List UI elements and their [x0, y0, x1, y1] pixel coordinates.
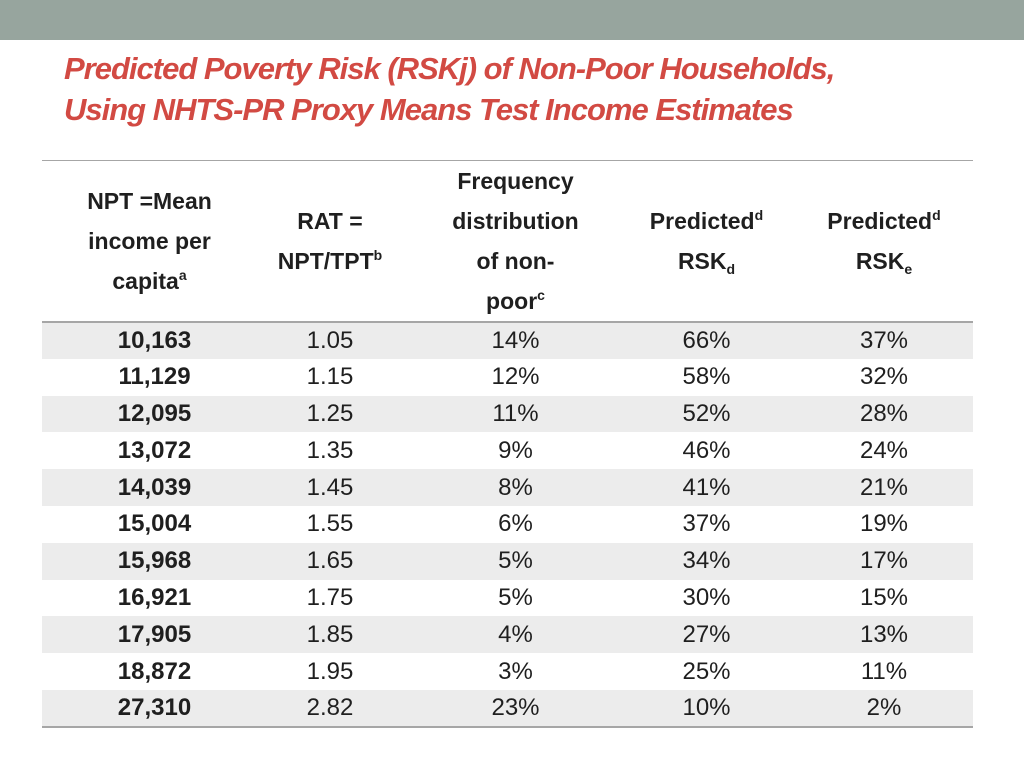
cell-npt: 16,921 — [117, 583, 192, 611]
cell-rat: 1.25 — [306, 399, 354, 427]
header-npt-line-1: NPT =Mean — [87, 188, 212, 214]
slide-title — [64, 48, 984, 130]
cell-rat: 2.82 — [247, 690, 413, 727]
table-row — [42, 653, 973, 690]
header-frequency — [413, 161, 618, 323]
cell-npt: 13,072 — [117, 436, 192, 464]
table-row — [42, 396, 973, 433]
cell-rsk-e: 13% — [859, 620, 909, 648]
cell-rsk-e: 19% — [859, 510, 909, 538]
cell-frequency: 6% — [498, 510, 533, 538]
footnote-marker-b: b — [373, 247, 383, 263]
cell-frequency: 23% — [413, 690, 618, 727]
header-frequency-line-4: poor — [486, 288, 538, 314]
cell-npt: 15,968 — [117, 547, 192, 575]
cell-rat: 1.65 — [306, 547, 354, 575]
cell-rsk-d: 37% — [682, 510, 731, 538]
header-predicted-rsk-d — [618, 161, 795, 323]
cell-npt: 18,872 — [117, 657, 192, 685]
table-row — [42, 359, 973, 396]
header-predicted-rsk-e-line-2: RSK — [855, 248, 905, 274]
subscript-d: d — [726, 261, 736, 277]
cell-frequency: 9% — [498, 436, 533, 464]
cell-npt: 14,039 — [117, 473, 192, 501]
slide-title-line-1: Predicted Poverty Risk (RSKj) of Non-Poor Households, — [64, 51, 835, 86]
footnote-marker-d: d — [754, 207, 764, 223]
cell-rat: 1.05 — [306, 326, 354, 354]
cell-frequency: 3% — [498, 657, 533, 685]
header-frequency-line-1: Frequency — [457, 168, 574, 194]
cell-frequency: 8% — [498, 473, 533, 501]
cell-npt: 27,310 — [42, 690, 247, 727]
cell-rsk-e: 21% — [859, 473, 909, 501]
cell-frequency: 14% — [491, 326, 540, 354]
cell-rsk-e: 37% — [859, 326, 909, 354]
slide-title-line-2: Using NHTS-PR Proxy Means Test Income Estimates — [64, 92, 793, 127]
cell-frequency: 11% — [492, 399, 539, 427]
cell-rat: 1.15 — [306, 363, 354, 391]
footnote-marker-a: a — [178, 267, 187, 283]
cell-npt: 11,129 — [118, 363, 191, 391]
cell-rsk-d: 34% — [682, 547, 731, 575]
header-predicted-rsk-d-line-1: Predicted — [649, 208, 755, 234]
table-row — [42, 322, 973, 359]
table-row — [42, 690, 973, 727]
cell-rsk-e: 32% — [859, 363, 909, 391]
table-row — [42, 469, 973, 506]
subscript-e: e — [904, 261, 913, 277]
cell-rsk-e: 15% — [859, 583, 909, 611]
cell-rat: 1.75 — [306, 583, 354, 611]
cell-rsk-d: 58% — [682, 363, 731, 391]
header-predicted-rsk-e-line-1: Predicted — [827, 208, 933, 234]
header-frequency-line-3: of non- — [476, 248, 555, 274]
cell-rsk-d: 10% — [618, 690, 795, 727]
top-banner — [0, 0, 1024, 40]
footnote-marker-d: d — [932, 207, 941, 223]
table-body — [42, 322, 973, 727]
cell-rsk-d: 30% — [682, 583, 731, 611]
cell-rsk-e: 28% — [859, 399, 909, 427]
header-npt-line-2: income per — [88, 228, 211, 254]
header-rat-line-1: RAT = — [297, 208, 363, 234]
table-row — [42, 506, 973, 543]
cell-rsk-d: 41% — [682, 473, 731, 501]
cell-rat: 1.35 — [306, 436, 354, 464]
table-header — [42, 161, 973, 323]
cell-rsk-d: 27% — [682, 620, 731, 648]
cell-rsk-d: 66% — [682, 326, 731, 354]
header-rat-line-2: NPT/TPT — [277, 248, 374, 274]
cell-npt: 10,163 — [117, 326, 192, 354]
cell-npt: 15,004 — [117, 510, 192, 538]
cell-rsk-e: 17% — [859, 547, 909, 575]
cell-npt: 17,905 — [117, 620, 192, 648]
footnote-marker-c: c — [537, 287, 545, 303]
cell-rsk-e: 11% — [860, 657, 908, 685]
cell-rsk-e: 2% — [795, 690, 973, 727]
cell-rsk-d: 25% — [682, 657, 731, 685]
cell-rat: 1.55 — [306, 510, 354, 538]
table-row — [42, 543, 973, 580]
cell-frequency: 4% — [498, 620, 533, 648]
header-npt-line-3: capita — [112, 268, 179, 294]
cell-npt: 12,095 — [117, 399, 192, 427]
cell-frequency: 5% — [498, 547, 533, 575]
header-npt — [42, 161, 247, 323]
header-rat — [247, 161, 413, 323]
cell-rsk-d: 52% — [682, 399, 731, 427]
cell-rat: 1.45 — [306, 473, 354, 501]
header-frequency-line-2: distribution — [452, 208, 579, 234]
cell-rsk-e: 24% — [859, 436, 909, 464]
header-predicted-rsk-e — [795, 161, 973, 323]
header-row — [42, 161, 973, 323]
cell-rat: 1.95 — [306, 657, 354, 685]
table-row — [42, 432, 973, 469]
table-row — [42, 616, 973, 653]
header-predicted-rsk-d-line-2: RSK — [677, 248, 727, 274]
cell-frequency: 12% — [491, 363, 540, 391]
cell-rsk-d: 46% — [682, 436, 731, 464]
cell-rat: 1.85 — [306, 620, 354, 648]
cell-frequency: 5% — [498, 583, 533, 611]
table-row — [42, 580, 973, 617]
poverty-risk-table — [42, 160, 973, 728]
